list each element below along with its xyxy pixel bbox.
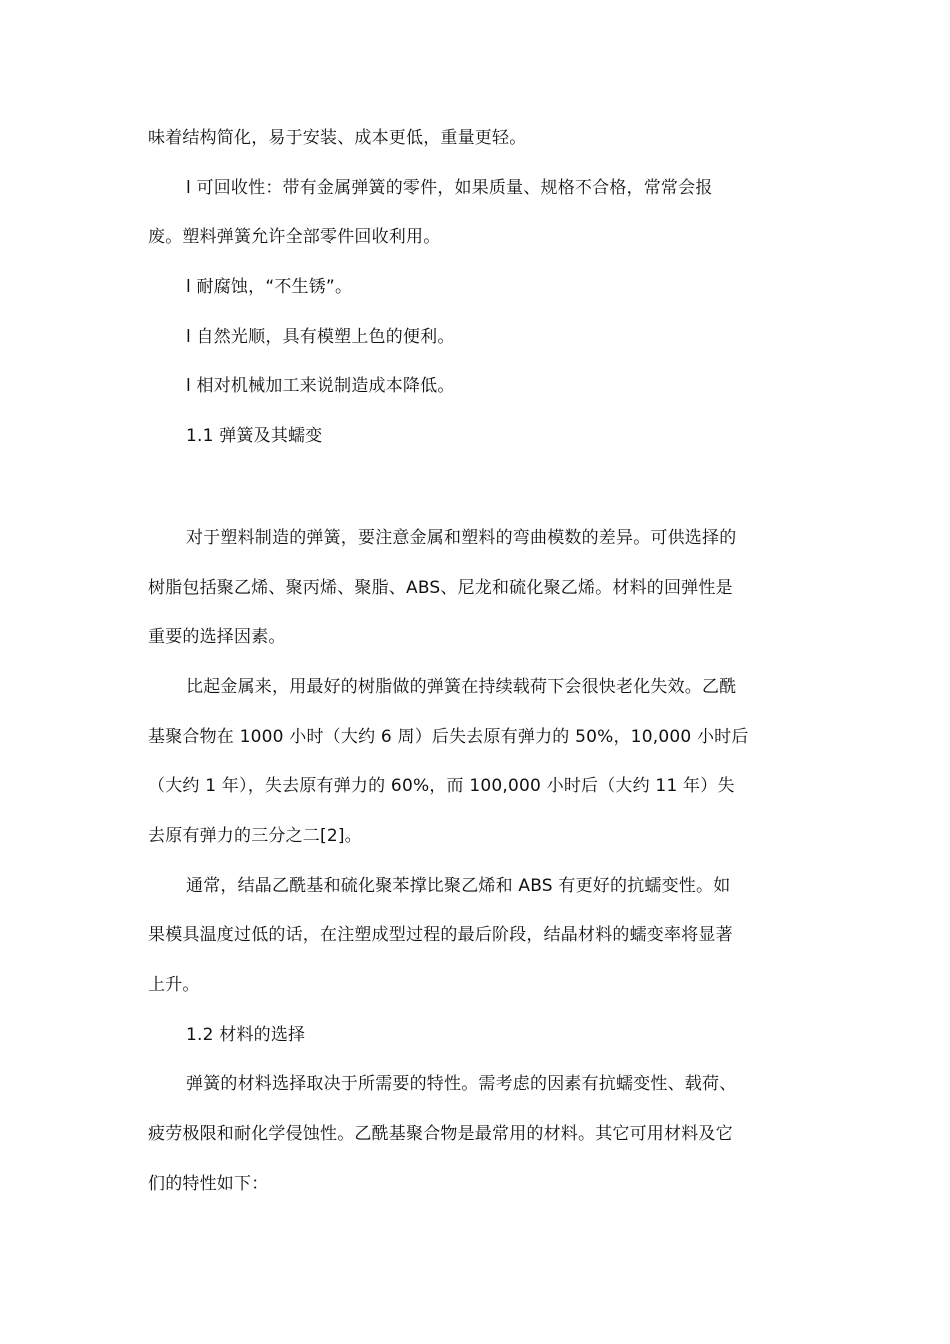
paragraph-line: 们的特性如下： (148, 1173, 269, 1194)
paragraph-line: 疲劳极限和耐化学侵蚀性。乙酰基聚合物是最常用的材料。其它可用材料及它 (148, 1124, 733, 1145)
document-page (148, 114, 802, 1209)
bullet-cost: l 相对机械加工来说制造成本降低。 (186, 376, 455, 397)
spacer (148, 462, 802, 514)
paragraph-line: 树脂包括聚乙烯、聚丙烯、聚脂、ABS、尼龙和硫化聚乙烯。材料的回弹性是 (148, 577, 733, 598)
paragraph-line: 去原有弹力的三分之二[2]。 (148, 825, 362, 846)
paragraph-line: 重要的选择因素。 (148, 627, 286, 648)
paragraph-line: 果模具温度过低的话，在注塑成型过程的最后阶段，结晶材料的蠕变率将显著 (148, 925, 733, 946)
paragraph-line: 弹簧的材料选择取决于所需要的特性。需考虑的因素有抗蠕变性、载荷、 (186, 1074, 737, 1095)
paragraph-line: （大约 1 年），失去原有弹力的 60%，而 100,000 小时后（大约 11 年）失 (148, 776, 735, 797)
paragraph-line: 味着结构简化，易于安装、成本更低，重量更轻。 (148, 128, 527, 148)
bullet-recyclability: l 可回收性：带有金属弹簧的零件，如果质量、规格不合格，常常会报 (186, 177, 713, 198)
bullet-smooth: l 自然光顺，具有模塑上色的便利。 (186, 326, 455, 347)
section-heading-1-1: 1.1 弹簧及其蠕变 (186, 426, 323, 447)
bullet-corrosion: l 耐腐蚀，“不生锈”。 (186, 277, 353, 298)
paragraph-line: 通常，结晶乙酰基和硫化聚苯撑比聚乙烯和 ABS 有更好的抗蠕变性。如 (186, 875, 731, 896)
paragraph-line: 基聚合物在 1000 小时（大约 6 周）后失去原有弹力的 50%，10,000 小时后 (148, 726, 749, 747)
paragraph-line: 对于塑料制造的弹簧，要注意金属和塑料的弯曲模数的差异。可供选择的 (186, 527, 737, 548)
section-heading-1-2: 1.2 材料的选择 (186, 1024, 306, 1045)
paragraph-line: 比起金属来，用最好的树脂做的弹簧在持续载荷下会很快老化失效。乙酰 (186, 676, 737, 697)
paragraph-line: 上升。 (148, 975, 200, 995)
bullet-recyclability-cont: 废。塑料弹簧允许全部零件回收利用。 (148, 227, 441, 248)
